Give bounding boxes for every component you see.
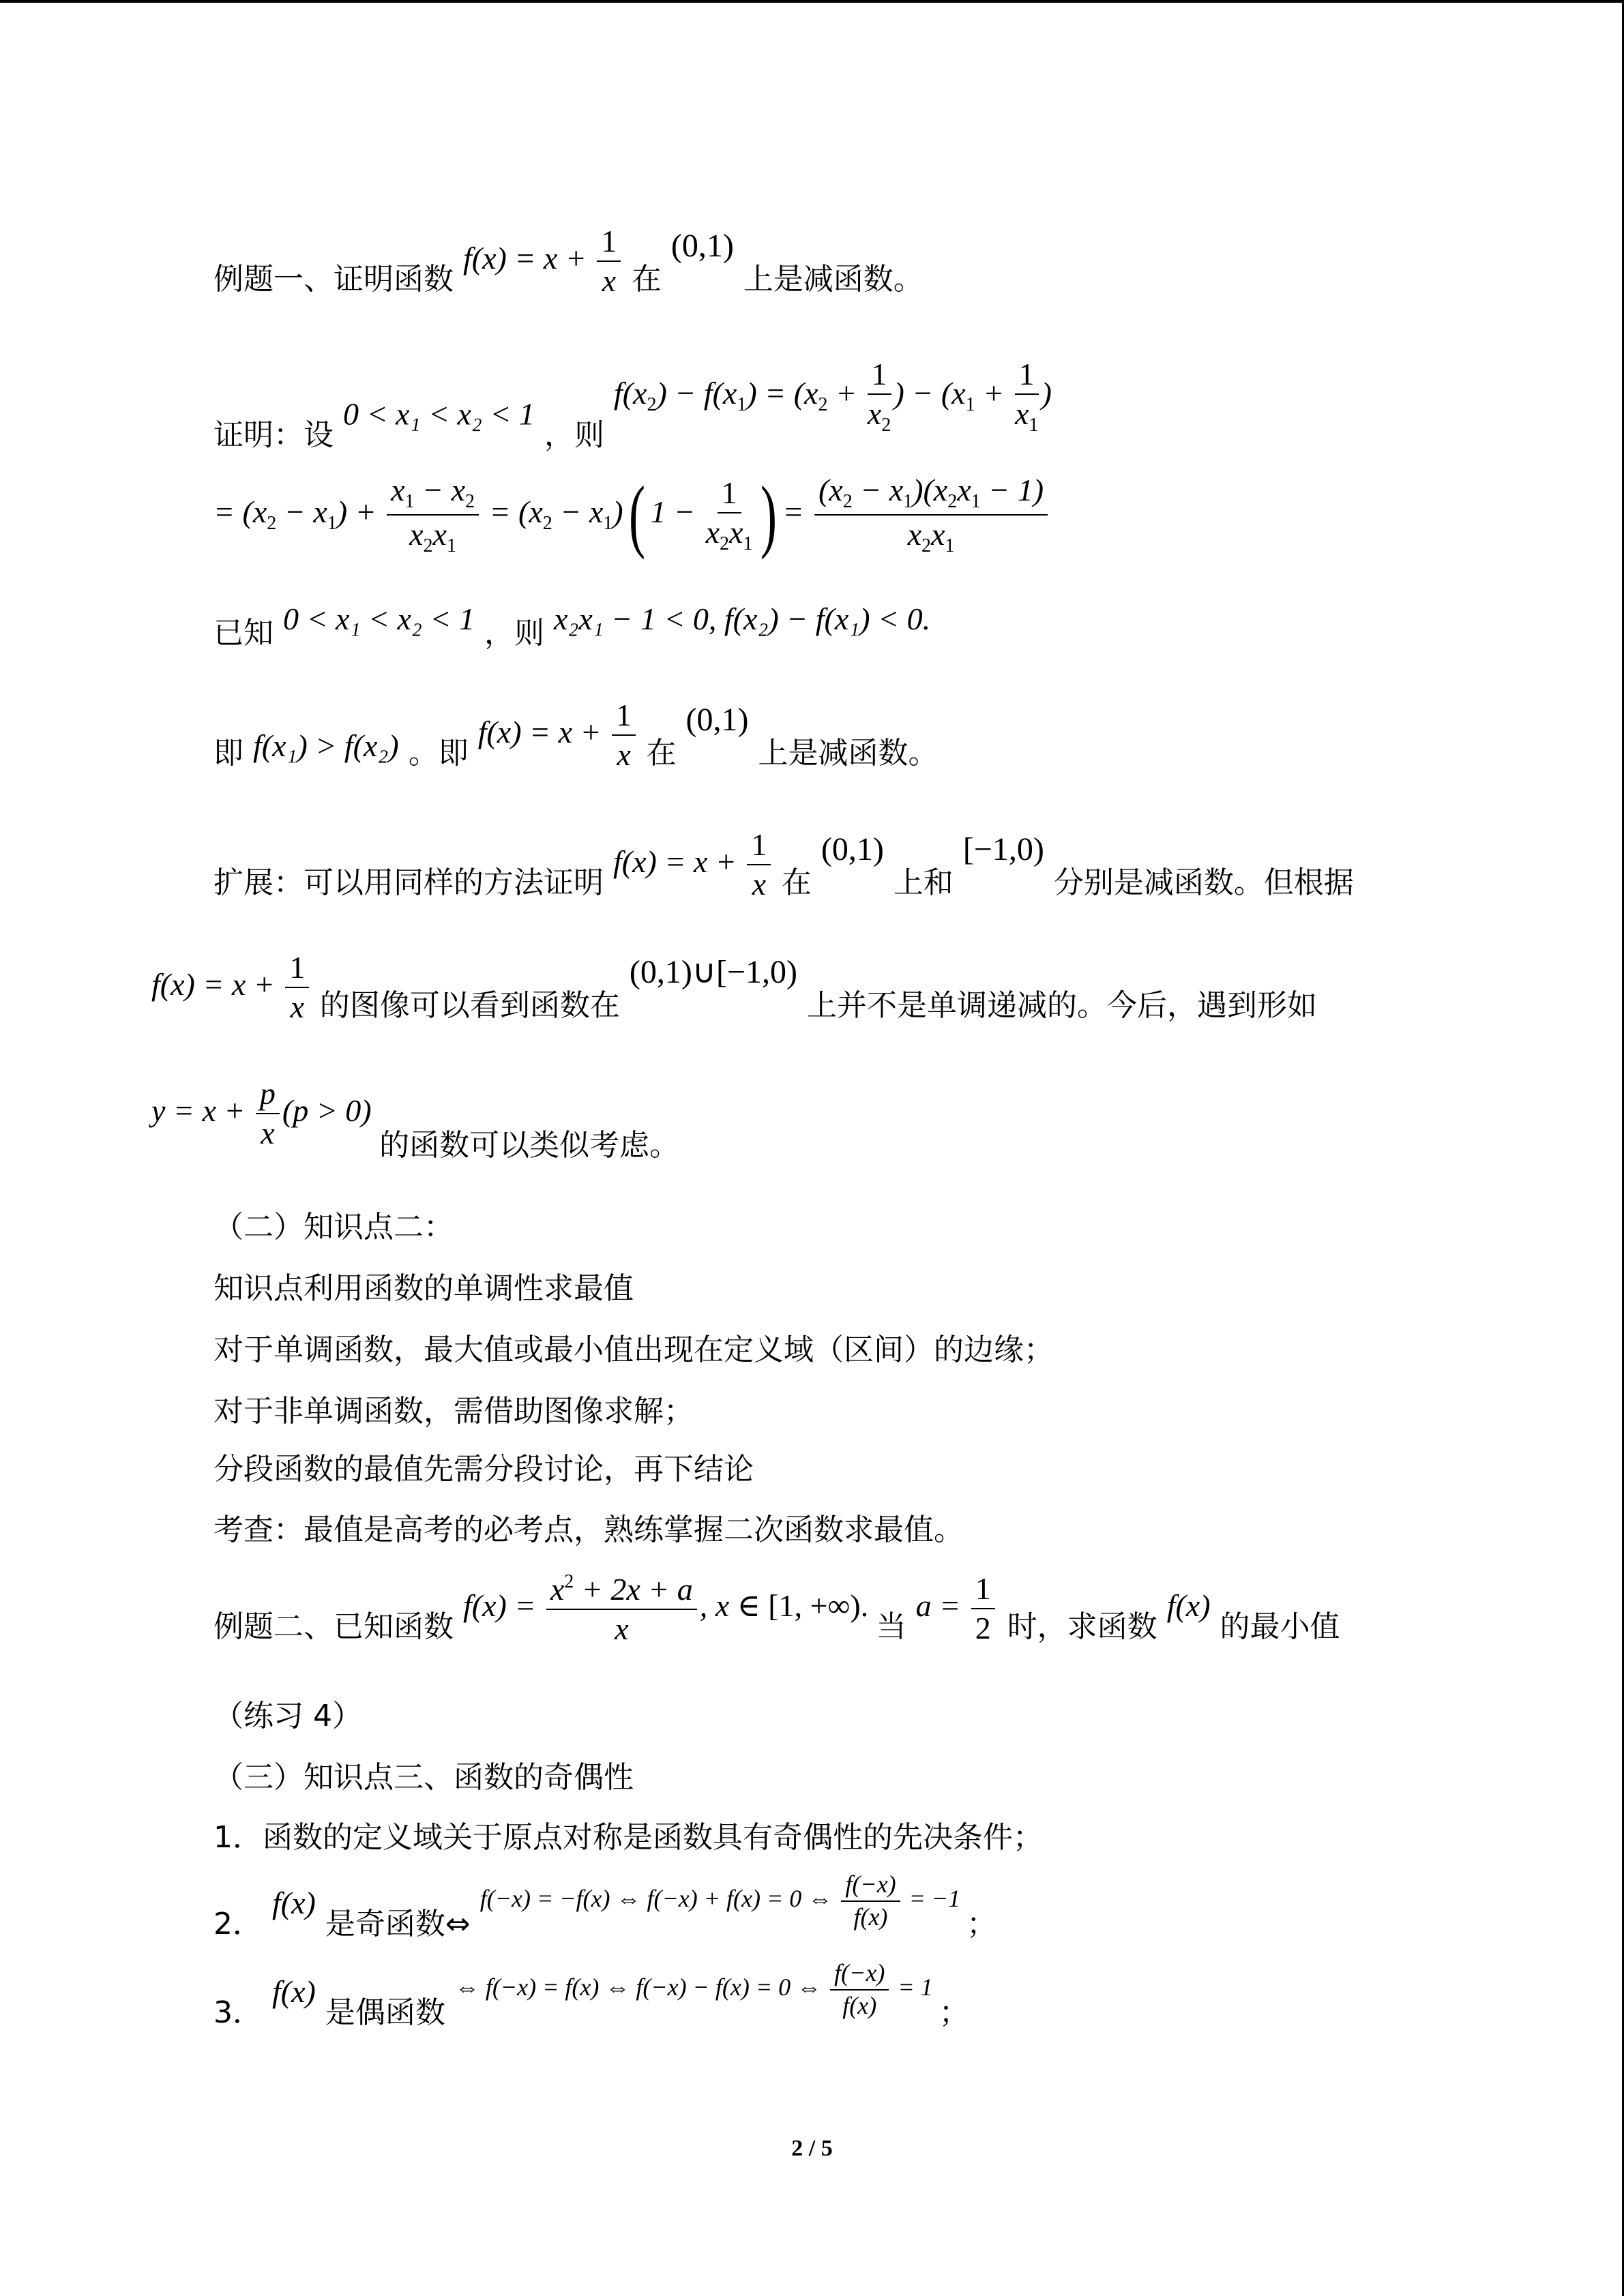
- denominator: x: [602, 263, 617, 299]
- example2-label: 例题二、已知函数: [213, 1609, 454, 1644]
- interval: (0,1): [670, 227, 734, 264]
- odd-function-condition: f(−x) = −f(x) ⇔ f(−x) + f(x) = 0 ⇔ f(−x) f(x) = −1: [479, 1870, 967, 1930]
- known-label: 已知: [213, 616, 274, 651]
- item-number: 3．: [213, 1995, 263, 2031]
- extension-text-4: 的函数可以类似考虑。: [379, 1127, 680, 1163]
- example2-ask-end: 的最小值: [1220, 1609, 1340, 1644]
- section3-item-1: 1．函数的定义域关于原点对称是函数具有奇偶性的先决条件；: [213, 1820, 1043, 1855]
- example2-ask: 时，求函数: [1007, 1609, 1157, 1644]
- example1-suffix: 上是减函数。: [743, 261, 924, 297]
- extension-text: 分别是减函数。但根据: [1053, 865, 1354, 900]
- extension-line-2: [151, 951, 1317, 1024]
- section2-line-3: 对于非单调函数，需借助图像求解；: [213, 1394, 694, 1429]
- example2-line: [213, 1572, 1340, 1646]
- practice-reference: （练习 4）: [213, 1699, 362, 1733]
- section3-item-3: [213, 1959, 969, 2031]
- proof-line-1: [213, 357, 1052, 453]
- word-in: 在: [646, 735, 677, 771]
- example2-function: f(x) = $\frac{x^2 + 2x + a}{x}$ , x ∈ [1, +∞).: [463, 1571, 869, 1647]
- word-in: 在: [631, 261, 662, 297]
- section2-line-4: 分段函数的最值先需分段讨论，再下结论: [213, 1452, 754, 1487]
- extension-line-1: [213, 829, 1354, 901]
- proof-line-2: [213, 469, 1050, 561]
- semicolon: ；: [966, 1907, 997, 1942]
- word-when: 当: [876, 1609, 906, 1644]
- even-function-condition: ⇔ f(−x) = f(x) ⇔ f(−x) − f(x) = 0 ⇔ f(−x) f(x) = 1: [454, 1959, 939, 2019]
- extension-text-2: 的图像可以看到函数在: [319, 987, 620, 1023]
- condition-expression: 0 < x₁ < x₂ < 1: [283, 601, 475, 636]
- section2-heading: （二）知识点二：: [213, 1210, 454, 1244]
- page-number: 2 / 5: [791, 2136, 833, 2161]
- word-therefore: 即: [213, 735, 243, 771]
- word-then: ，则: [484, 616, 544, 651]
- function-expression: f(x) = x + $\frac{1}{x}$: [151, 967, 320, 1002]
- word-then: ，则: [544, 417, 604, 453]
- odd-function-label: 是奇函数⇔: [325, 1907, 471, 1942]
- inequality-expression: f(x₁) > f(x₂): [253, 728, 399, 763]
- function-expression: f(x) = x + $\frac{1}{x}$: [613, 844, 782, 879]
- difference-expression: $f(x_2) - f(x_1) = (x_2$ + $\frac{1}{x_2}$ ) − ($x_1$ + $\frac{1}{x_1}$ ): [613, 357, 1052, 436]
- conclusion-expression: x₂x₁ − 1 < 0, f(x₂) − f(x₁) < 0.: [553, 601, 931, 636]
- word-therefore-2: 。即: [408, 735, 469, 771]
- even-function-label: 是偶函数: [325, 1995, 445, 2031]
- semicolon: ；: [939, 1995, 969, 2031]
- section2-line-5: 考查：最值是高考的必考点，熟练掌握二次函数求最值。: [213, 1512, 964, 1547]
- interval: (0,1): [685, 701, 749, 738]
- fx-expression: f(x): [1166, 1587, 1211, 1623]
- word-in: 在: [781, 865, 812, 900]
- section3-item-2: [213, 1870, 997, 1942]
- function-lhs: f(x) = x +: [463, 240, 587, 275]
- extension-label: 扩展：可以用同样的方法证明: [213, 865, 604, 900]
- extension-line-3: [151, 1077, 679, 1161]
- a-value: a = $\frac{1}{2}$: [916, 1588, 998, 1623]
- proof-line-3: [213, 601, 931, 651]
- extension-text-3: 上并不是单调递减的。今后，遇到形如: [806, 987, 1317, 1023]
- section3-heading: （三）知识点三、函数的奇偶性: [213, 1760, 634, 1795]
- fx-expression: f(x): [272, 1885, 316, 1921]
- interval-2: [−1,0): [962, 831, 1044, 867]
- condition-expression: 0 < x₁ < x₂ < 1: [343, 396, 535, 432]
- page-top-border: [0, 0, 1624, 3]
- item-number: 2．: [213, 1907, 263, 1942]
- numerator: 1: [597, 225, 621, 262]
- fraction: [597, 225, 621, 298]
- example1-line: [213, 225, 924, 298]
- word-and: 上和: [893, 865, 954, 900]
- fx-expression: f(x): [272, 1974, 316, 2010]
- interval-1: (0,1): [821, 831, 884, 867]
- proof-line-4: [213, 699, 939, 772]
- function-expression: f(x) = x + $\frac{1}{x}$: [478, 715, 647, 749]
- section2-line-1: 知识点利用函数的单调性求最值: [213, 1271, 634, 1306]
- simplification-expression: = $(x_2 - x_1)$ + $\frac{x_1 - x_2}{x_2x_1}$ = $(x_2 - x_1)$( 1 − $\frac{1}{x_2x_1}$ ) = $\frac{(x_2 - x_1)(x_2x_1 - 1)}{x_2x_1}$: [213, 494, 1050, 529]
- proof-label: 证明：设: [213, 417, 334, 453]
- example1-label: 例题一、证明函数: [213, 261, 454, 297]
- section2-line-2: 对于单调函数，最大值或最小值出现在定义域（区间）的边缘；: [213, 1332, 1054, 1367]
- proof-conclusion: 上是减函数。: [758, 735, 939, 771]
- interval-union: (0,1)∪[−1,0): [629, 953, 797, 990]
- example1-function: [463, 224, 632, 299]
- general-form-expression: y = x + $\frac{p}{x}$ (p > 0): [151, 1076, 380, 1151]
